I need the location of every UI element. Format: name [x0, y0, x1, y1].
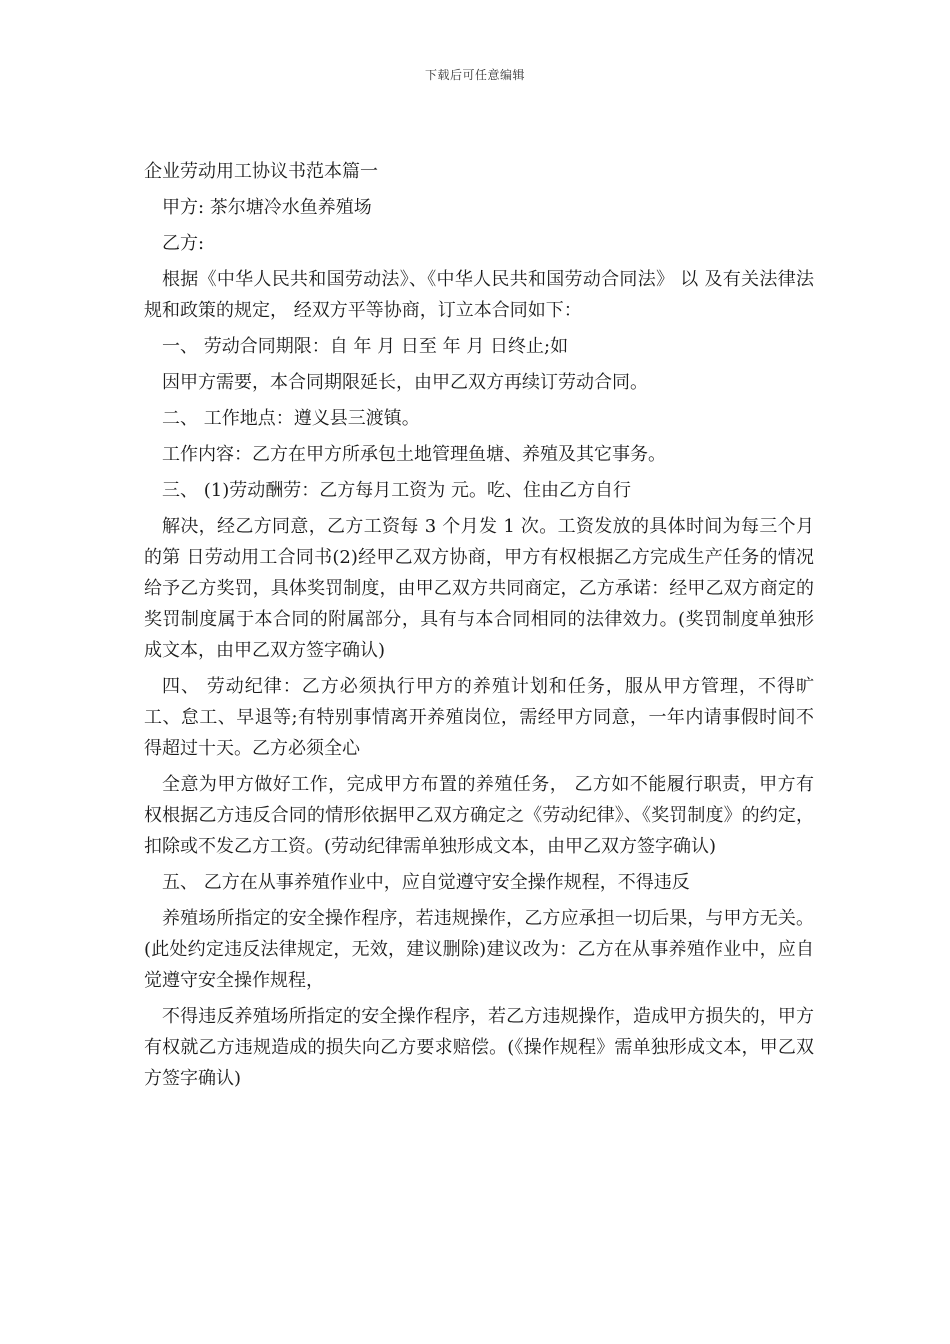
paragraph-discipline-detail: 全意为甲方做好工作，完成甲方布置的养殖任务， 乙方如不能履行职责，甲方有权根据乙方违反合同的情形依据甲乙双方确定之《劳动纪律》、《奖罚制度》的约定，扣除或不发乙方工资。(劳动纪律需单独形成文本，由甲乙双方签字确认) — [144, 774, 814, 857]
paragraph-safety: 五、 乙方在从事养殖作业中，应自觉遵守安全操作规程，不得违反 — [162, 872, 690, 893]
paragraph-safety-detail: 养殖场所指定的安全操作程序，若违规操作，乙方应承担一切后果，与甲方无关。(此处约定违反法律规定，无效，建议删除)建议改为：乙方在从事养殖作业中，应自觉遵守安全操作规程， — [144, 908, 814, 991]
paragraph-work-location: 二、 工作地点：遵义县三渡镇。 — [162, 408, 420, 429]
paragraph-remuneration-detail: 解决，经乙方同意，乙方工资每 3 个月发 1 次。工资发放的具体时间为每三个月的第 日劳动用工合同书(2)经甲乙双方协商，甲方有权根据乙方完成生产任务的情况给予乙方奖罚，具体奖罚制度，由甲乙双方共同商定，乙方承诺：经甲乙双方商定的奖罚制度属于本合同的附属部分，具有与本合同相同的法律效力。(奖罚制度单独形成文本，由甲乙双方签字确认) — [144, 516, 814, 661]
document-title: 企业劳动用工协议书范本篇一 — [144, 161, 378, 182]
paragraph-work-content: 工作内容：乙方在甲方所承包土地管理鱼塘、养殖及其它事务。 — [162, 444, 666, 465]
header-note: 下载后可任意编辑 — [424, 68, 525, 82]
paragraph-discipline: 四、 劳动纪律：乙方必须执行甲方的养殖计划和任务，服从甲方管理，不得旷工、怠工、早退等;有特别事情离开养殖岗位，需经甲方同意，一年内请事假时间不得超过十天。乙方必须全心 — [144, 676, 814, 759]
paragraph-party-a: 甲方: 茶尔塘冷水鱼养殖场 — [162, 197, 372, 218]
paragraph-term-extension: 因甲方需要，本合同期限延长，由甲乙双方再续订劳动合同。 — [162, 372, 648, 393]
paragraph-remuneration: 三、 (1)劳动酬劳：乙方每月工资为 元。吃、住由乙方自行 — [162, 480, 631, 501]
paragraph-safety-revision: 不得违反养殖场所指定的安全操作程序，若乙方违规操作，造成甲方损失的，甲方有权就乙方违规造成的损失向乙方要求赔偿。(《操作规程》需单独形成文本，甲乙双方签字确认) — [144, 1006, 814, 1089]
paragraph-term: 一、 劳动合同期限：自 年 月 日至 年 月 日终止;如 — [162, 336, 569, 357]
document-body — [144, 156, 814, 1094]
paragraph-party-b: 乙方: — [162, 233, 205, 254]
paragraph-preamble: 根据《中华人民共和国劳动法》、《中华人民共和国劳动合同法》 以 及有关法律法规和政策的规定， 经双方平等协商，订立本合同如下： — [144, 269, 814, 321]
